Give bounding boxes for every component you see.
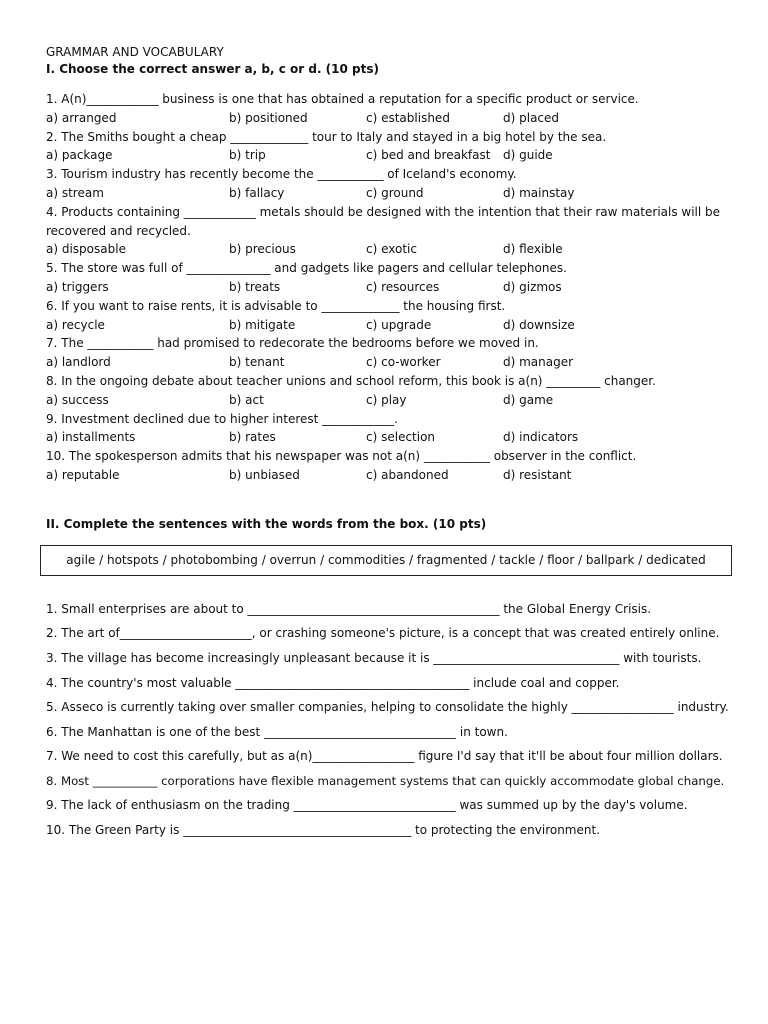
fill-in-sentence-7: 7. We need to cost this carefully, but as a(n)_________________ figure I'd say that it'll be about four million dollars. — [46, 749, 723, 764]
option-d: d) guide — [503, 148, 553, 163]
option-a: a) recycle — [46, 317, 105, 332]
option-b: b) precious — [229, 242, 296, 257]
option-a: a) stream — [46, 185, 104, 200]
fill-in-sentence-3: 3. The village has become increasingly unpleasant because it is _______________________________ with tourists. — [46, 650, 702, 665]
question-4 — [46, 203, 736, 259]
options-row — [46, 428, 736, 447]
fill-in-sentence-1: 1. Small enterprises are about to __________________________________________ the Global Energy Crisis. — [46, 601, 652, 616]
option-a: a) package — [46, 148, 113, 163]
option-b: b) fallacy — [229, 185, 285, 200]
option-a: a) landlord — [46, 355, 111, 370]
word-box-text: agile / hotspots / photobombing / overrun / commodities / fragmented / tackle / floor / ballpark / dedicated — [66, 553, 706, 568]
option-c: c) ground — [366, 185, 424, 200]
option-a: a) disposable — [46, 242, 126, 257]
option-c: c) abandoned — [366, 467, 449, 482]
options-row — [46, 466, 736, 485]
question-2 — [46, 128, 736, 166]
option-a: a) success — [46, 392, 109, 407]
option-b: b) positioned — [229, 110, 308, 125]
fill-in-sentence-5: 5. Asseco is currently taking over smaller companies, helping to consolidate the highly _________________ industry. — [46, 700, 729, 715]
question-3 — [46, 165, 736, 203]
section1-instruction: I. Choose the correct answer a, b, c or d. (10 pts) — [46, 62, 379, 76]
options-row — [46, 240, 736, 259]
fill-in-sentence-10: 10. The Green Party is ______________________________________ to protecting the environment. — [46, 823, 601, 838]
question-text: 8. In the ongoing debate about teacher unions and school reform, this book is a(n) _________ changer. — [46, 373, 656, 388]
option-d: d) downsize — [503, 317, 575, 332]
question-1 — [46, 90, 736, 128]
question-text: 2. The Smiths bought a cheap _____________ tour to Italy and stayed in a big hotel by the sea. — [46, 129, 607, 144]
question-8 — [46, 372, 736, 410]
question-text: 5. The store was full of ______________ and gadgets like pagers and cellular telephones. — [46, 261, 567, 276]
fill-in-sentence-4: 4. The country's most valuable _______________________________________ include coal and copper. — [46, 675, 620, 690]
question-text: 1. A(n)____________ business is one that has obtained a reputation for a specific product or service. — [46, 92, 639, 106]
worksheet-page — [46, 44, 736, 843]
option-c: c) exotic — [366, 242, 417, 257]
fill-in-sentence-9: 9. The lack of enthusiasm on the trading ___________________________ was summed up by the day's volume. — [46, 798, 688, 813]
fill-in-sentence-2: 2. The art of______________________, or crashing someone's picture, is a concept that was created entirely online. — [46, 626, 720, 641]
section2-instruction: II. Complete the sentences with the words from the box. (10 pts) — [46, 516, 487, 531]
option-b: b) mitigate — [229, 317, 296, 332]
question-7 — [46, 334, 736, 372]
option-c: c) established — [366, 110, 450, 125]
option-d: d) gizmos — [503, 279, 562, 294]
section1-questions — [46, 90, 736, 485]
option-d: d) resistant — [503, 467, 572, 482]
option-c: c) bed and breakfast — [366, 148, 491, 163]
option-b: b) tenant — [229, 355, 285, 370]
option-c: c) play — [366, 392, 407, 407]
question-text: 9. Investment declined due to higher interest ____________. — [46, 411, 398, 426]
option-d: d) placed — [503, 110, 560, 125]
option-c: c) resources — [366, 279, 440, 294]
question-6 — [46, 297, 736, 335]
question-text: 3. Tourism industry has recently become the ___________ of Iceland's economy. — [46, 167, 517, 182]
worksheet-header — [46, 44, 736, 78]
word-box — [40, 545, 732, 576]
fill-in-sentence-8: 8. Most ___________ corporations have flexible management systems that can quickly accommodate global change. — [46, 773, 725, 788]
option-b: b) treats — [229, 279, 281, 294]
question-9 — [46, 410, 736, 448]
options-row — [46, 391, 736, 410]
options-row — [46, 316, 736, 335]
question-5 — [46, 259, 736, 297]
option-c: c) upgrade — [366, 317, 432, 332]
question-text: 7. The ___________ had promised to redecorate the bedrooms before we moved in. — [46, 336, 539, 351]
question-10 — [46, 447, 736, 485]
options-row — [46, 353, 736, 372]
option-d: d) flexible — [503, 242, 563, 257]
options-row — [46, 109, 736, 128]
worksheet-title: GRAMMAR AND VOCABULARY — [46, 45, 224, 59]
options-row — [46, 278, 736, 297]
option-a: a) reputable — [46, 467, 120, 482]
question-text: 10. The spokesperson admits that his newspaper was not a(n) ___________ observer in the conflict. — [46, 449, 637, 464]
section2-sentences — [46, 597, 736, 843]
option-c: c) selection — [366, 430, 436, 445]
option-d: d) game — [503, 392, 554, 407]
option-a: a) triggers — [46, 279, 109, 294]
question-text: 4. Products containing ____________ metals should be designed with the intention that their raw materials will be recovered and recycled. — [46, 204, 721, 238]
question-text: 6. If you want to raise rents, it is advisable to _____________ the housing first. — [46, 298, 506, 313]
option-d: d) indicators — [503, 430, 579, 445]
option-a: a) installments — [46, 430, 136, 445]
option-b: b) act — [229, 392, 264, 407]
option-c: c) co-worker — [366, 355, 441, 370]
fill-in-sentence-6: 6. The Manhattan is one of the best ________________________________ in town. — [46, 724, 508, 739]
option-b: b) trip — [229, 148, 266, 163]
option-d: d) manager — [503, 355, 574, 370]
option-d: d) mainstay — [503, 185, 575, 200]
options-row — [46, 146, 736, 165]
option-b: b) unbiased — [229, 467, 300, 482]
options-row — [46, 184, 736, 203]
option-b: b) rates — [229, 430, 276, 445]
option-a: a) arranged — [46, 110, 117, 125]
